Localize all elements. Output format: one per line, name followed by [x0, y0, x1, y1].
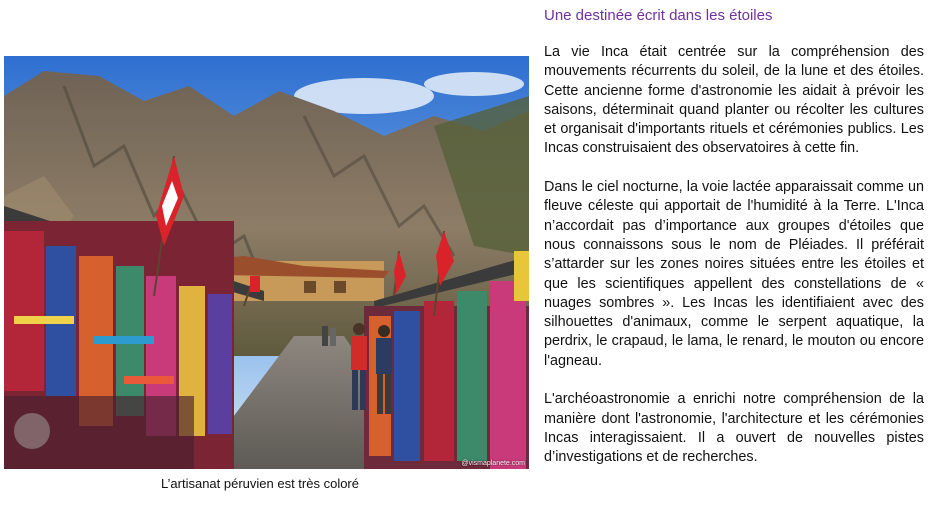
photo-watermark: @vismaplanete.com — [461, 460, 525, 467]
article-paragraph: La vie Inca était centrée sur la compréhension des mouvements récurrents du soleil, de la lune et des étoiles. Cette ancienne forme d'astronomie les aidait à prévoir les saisons, déterminait quand planter ou récolter les cultures et organisait d'importants rituels et cérémonies publics. Les Incas construisaient des observatoires à cette fin. — [544, 44, 924, 157]
article-paragraph: L'archéoastronomie a enrichi notre compréhension de la manière dont l'astronomie, l'architecture et les cérémonies Incas interagissaient. Il a ouvert de nouvelles pistes d’investigations et de recherches. — [544, 391, 924, 466]
article-title: Une destinée écrit dans les étoiles — [544, 7, 773, 24]
market-photo — [4, 56, 529, 469]
photo-caption: L’artisanat péruvien est très coloré — [161, 476, 359, 491]
article-paragraph: Dans le ciel nocturne, la voie lactée apparaissait comme un fleuve céleste qui apportait de l'humidité à la Terre. L'Inca n’accordait pas d’importance aux groupes d'étoiles que nous connaissons sous le nom de Pléiades. Il préférait s’attarder sur les zones noires situées entre les étoiles et que les scientifiques appellent des constellations de « nuages sombres ». Les Incas les identifiaient avec des silhouettes d'animaux, comme le serpent aquatique, la perdrix, le crapaud, le lama, le renard, le mouton ou encore l'agneau. — [544, 179, 924, 369]
article-body — [544, 43, 924, 487]
market-photo-illustration — [4, 56, 529, 469]
